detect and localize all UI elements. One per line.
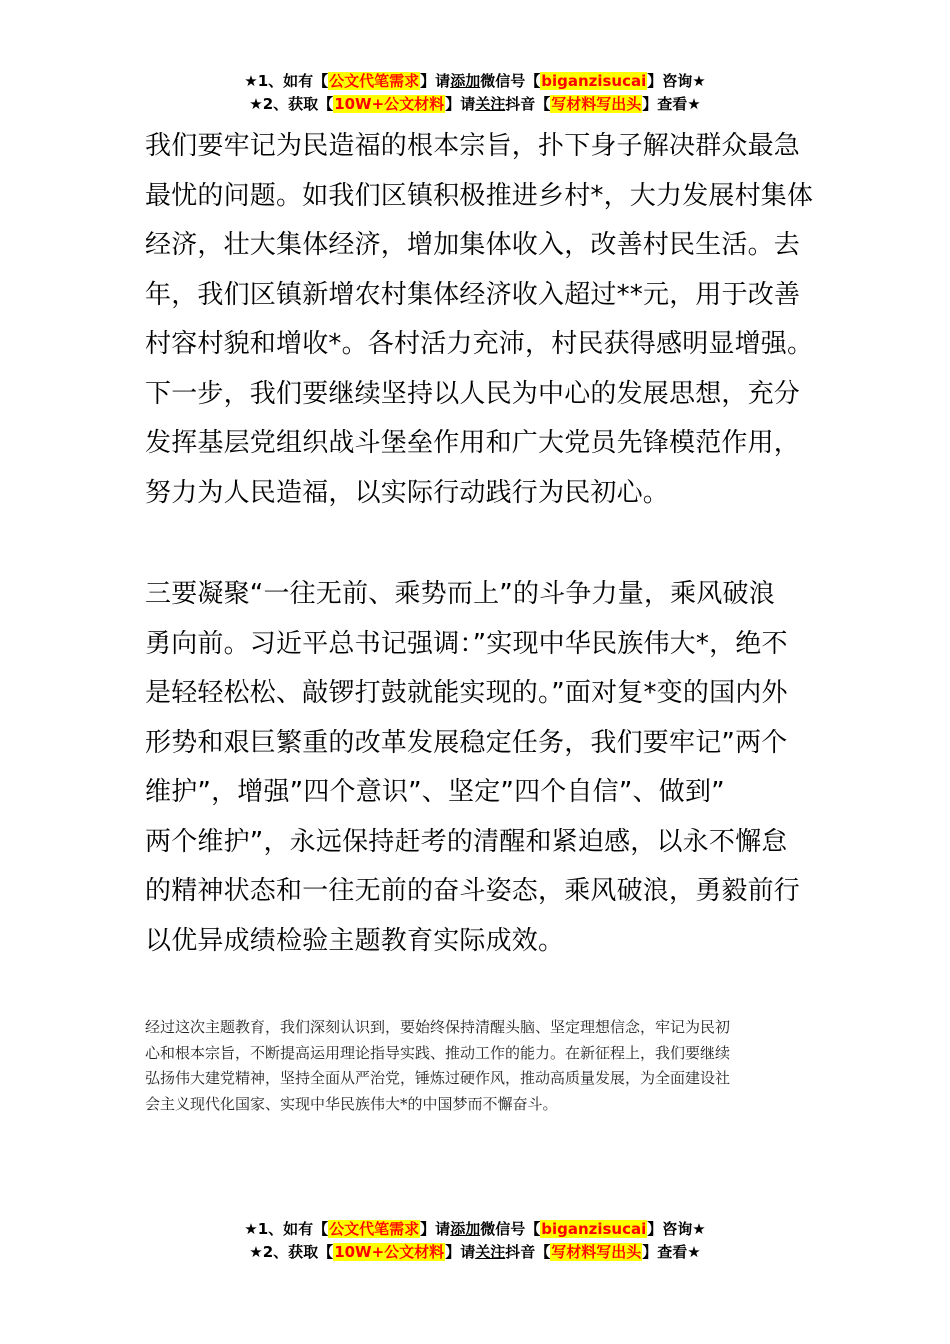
paragraph-line: 村容村貌和增收*。各村活力充沛，村民获得感明显增强。 <box>145 329 814 359</box>
paragraph-line: 的精神状态和一往无前的奋斗姿态，乘风破浪，勇毅前行 <box>145 876 801 906</box>
highlight-service: 公文代笔需求 <box>329 72 420 90</box>
banner-text: ★1、如有【 <box>244 72 329 90</box>
banner-text: 】查看★ <box>642 1243 701 1261</box>
banner-emphasis: 添加 <box>450 72 481 90</box>
banner-text: 抖音【 <box>505 1243 551 1261</box>
highlight-wechat-id: biganzisucai <box>541 72 647 90</box>
highlight-wechat-id: biganzisucai <box>541 1220 647 1238</box>
banner-emphasis: 关注 <box>475 95 506 113</box>
paragraph-line: 两个维护”，永远保持赶考的清醒和紧迫感，以永不懈怠 <box>145 826 788 857</box>
banner-line-2 <box>0 93 950 116</box>
paragraph-3 <box>145 1015 810 1117</box>
paragraph-line: 努力为人民造福，以实际行动践行为民初心。 <box>145 477 670 508</box>
paragraph-line: 会主义现代化国家、实现中华民族伟大*的中国梦而不懈奋斗。 <box>145 1094 558 1113</box>
paragraph-line: 下一步，我们要继续坚持以人民为中心的发展思想，充分 <box>145 378 801 409</box>
paragraph-line: 形势和艰巨繁重的改革发展稳定任务，我们要牢记”两个 <box>145 727 788 758</box>
banner-text: 】请 <box>420 1220 451 1238</box>
banner-emphasis: 关注 <box>475 1243 506 1261</box>
banner-text: 】咨询★ <box>647 72 706 90</box>
header-banner <box>0 70 950 116</box>
paragraph-1 <box>145 122 814 518</box>
paragraph-line: 发挥基层党组织战斗堡垒作用和广大党员先锋模范作用， <box>145 428 801 458</box>
banner-text: 微信号【 <box>480 72 541 90</box>
paragraph-line: 最忧的问题。如我们区镇积极推进乡村*，大力发展村集体 <box>145 180 814 211</box>
paragraph-line: 三要凝聚“一往无前、乘势而上”的斗争力量，乘风破浪 <box>145 579 775 609</box>
paragraph-line: 心和根本宗旨，不断提高运用理论指导实践、推动工作的能力。在新征程上，我们要继续 <box>145 1043 731 1062</box>
paragraph-line: 经济，壮大集体经济，增加集体收入，改善村民生活。去 <box>145 230 801 260</box>
paragraph-line: 经过这次主题教育，我们深刻认识到，要始终保持清醒头脑、坚定理想信念，牢记为民初 <box>145 1018 731 1036</box>
footer-banner <box>0 1218 950 1264</box>
banner-line-1 <box>0 70 950 93</box>
banner-line-2 <box>0 1241 950 1264</box>
banner-text: 】查看★ <box>642 95 701 113</box>
banner-text: 微信号【 <box>480 1220 541 1238</box>
banner-text: 抖音【 <box>505 95 551 113</box>
paragraph-line: 维护”，增强”四个意识”、坚定”四个自信”、做到” <box>145 777 725 807</box>
highlight-douyin-account: 写材料写出头 <box>551 95 642 113</box>
banner-text: 】咨询★ <box>647 1220 706 1238</box>
paragraph-line: 以优异成绩检验主题教育实际成效。 <box>145 925 565 956</box>
banner-text: 】请 <box>445 1243 476 1261</box>
highlight-service: 公文代笔需求 <box>329 1220 420 1238</box>
highlight-materials: 10W+公文材料 <box>334 95 445 113</box>
highlight-douyin-account: 写材料写出头 <box>551 1243 642 1261</box>
paragraph-line: 年，我们区镇新增农村集体经济收入超过**元，用于改善 <box>145 279 801 310</box>
paragraph-line: 弘扬伟大建党精神，坚持全面从严治党，锤炼过硬作风，推动高质量发展，为全面建设社 <box>145 1069 731 1087</box>
paragraph-line: 勇向前。习近平总书记强调：”实现中华民族伟大*，绝不 <box>145 628 788 659</box>
banner-line-1 <box>0 1218 950 1241</box>
banner-emphasis: 添加 <box>450 1220 481 1238</box>
banner-text: 】请 <box>445 95 476 113</box>
banner-text: ★2、获取【 <box>249 95 334 113</box>
banner-text: ★2、获取【 <box>249 1243 334 1261</box>
paragraph-2 <box>145 570 810 966</box>
banner-text: 】请 <box>420 72 451 90</box>
paragraph-line: 是轻轻松松、敲锣打鼓就能实现的。”面对复*变的国内外 <box>145 678 788 708</box>
banner-text: ★1、如有【 <box>244 1220 329 1238</box>
paragraph-line: 我们要牢记为民造福的根本宗旨，扑下身子解决群众最急 <box>145 131 801 161</box>
highlight-materials: 10W+公文材料 <box>334 1243 445 1261</box>
